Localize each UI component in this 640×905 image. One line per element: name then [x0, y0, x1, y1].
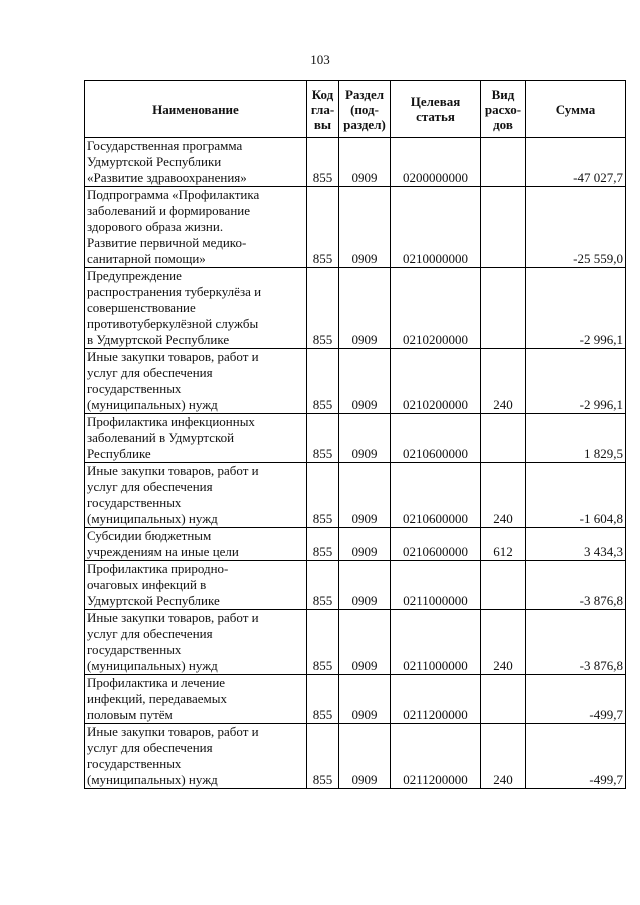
cell-name: Подпрограмма «Профилактика заболеваний и формирование здорового образа жизни. Развитие первичной медико- санитарной помощи» [85, 187, 307, 268]
cell-amount: 3 434,3 [526, 528, 626, 561]
cell-section: 0909 [339, 268, 391, 349]
table-row [85, 268, 626, 349]
cell-section: 0909 [339, 675, 391, 724]
cell-name: Профилактика природно- очаговых инфекций в Удмуртской Республике [85, 561, 307, 610]
cell-amount: -2 996,1 [526, 268, 626, 349]
table-row [85, 187, 626, 268]
budget-table [84, 80, 626, 789]
cell-target-article: 0211000000 [391, 610, 481, 675]
page-number: 103 [310, 52, 330, 67]
cell-expense-type [481, 138, 526, 187]
cell-target-article: 0211200000 [391, 675, 481, 724]
cell-expense-type [481, 187, 526, 268]
cell-expense-type [481, 414, 526, 463]
table-row [85, 349, 626, 414]
cell-chapter-code: 855 [307, 561, 339, 610]
cell-target-article: 0210600000 [391, 528, 481, 561]
cell-target-article: 0210200000 [391, 349, 481, 414]
cell-section: 0909 [339, 414, 391, 463]
cell-target-article: 0210600000 [391, 414, 481, 463]
cell-expense-type: 240 [481, 349, 526, 414]
cell-name: Профилактика и лечение инфекций, передаваемых половым путём [85, 675, 307, 724]
cell-name: Иные закупки товаров, работ и услуг для обеспечения государственных (муниципальных) нужд [85, 463, 307, 528]
cell-chapter-code: 855 [307, 414, 339, 463]
cell-name: Профилактика инфекционных заболеваний в Удмуртской Республике [85, 414, 307, 463]
table-row [85, 528, 626, 561]
cell-target-article: 0210600000 [391, 463, 481, 528]
cell-section: 0909 [339, 138, 391, 187]
cell-amount: -3 876,8 [526, 610, 626, 675]
table-row [85, 463, 626, 528]
cell-amount: -499,7 [526, 724, 626, 789]
cell-amount: -1 604,8 [526, 463, 626, 528]
table-row [85, 610, 626, 675]
cell-chapter-code: 855 [307, 268, 339, 349]
cell-name: Субсидии бюджетным учреждениям на иные цели [85, 528, 307, 561]
cell-chapter-code: 855 [307, 675, 339, 724]
cell-section: 0909 [339, 187, 391, 268]
cell-expense-type [481, 561, 526, 610]
header-expense-type: Вид расхо- дов [481, 81, 526, 138]
cell-target-article: 0211000000 [391, 561, 481, 610]
cell-chapter-code: 855 [307, 610, 339, 675]
cell-expense-type: 240 [481, 724, 526, 789]
cell-amount: -2 996,1 [526, 349, 626, 414]
header-name: Наименование [85, 81, 307, 138]
cell-target-article: 0210000000 [391, 187, 481, 268]
table-row [85, 138, 626, 187]
cell-chapter-code: 855 [307, 138, 339, 187]
cell-chapter-code: 855 [307, 528, 339, 561]
cell-section: 0909 [339, 610, 391, 675]
cell-expense-type [481, 268, 526, 349]
cell-name: Предупреждение распространения туберкулёза и совершенствование противотуберкулёзной службы в Удмуртской Республике [85, 268, 307, 349]
cell-expense-type [481, 675, 526, 724]
cell-target-article: 0210200000 [391, 268, 481, 349]
table-row [85, 561, 626, 610]
cell-section: 0909 [339, 528, 391, 561]
cell-chapter-code: 855 [307, 463, 339, 528]
table-row [85, 414, 626, 463]
header-target-article: Целевая статья [391, 81, 481, 138]
cell-chapter-code: 855 [307, 187, 339, 268]
cell-amount: -47 027,7 [526, 138, 626, 187]
cell-target-article: 0200000000 [391, 138, 481, 187]
header-amount: Сумма [526, 81, 626, 138]
table-row [85, 724, 626, 789]
cell-name: Иные закупки товаров, работ и услуг для обеспечения государственных (муниципальных) нужд [85, 724, 307, 789]
cell-section: 0909 [339, 463, 391, 528]
cell-amount: -25 559,0 [526, 187, 626, 268]
table-row [85, 675, 626, 724]
cell-expense-type: 240 [481, 610, 526, 675]
cell-name: Иные закупки товаров, работ и услуг для обеспечения государственных (муниципальных) нужд [85, 349, 307, 414]
cell-expense-type: 612 [481, 528, 526, 561]
cell-amount: -499,7 [526, 675, 626, 724]
cell-amount: 1 829,5 [526, 414, 626, 463]
cell-section: 0909 [339, 561, 391, 610]
header-chapter-code: Код гла- вы [307, 81, 339, 138]
header-section: Раздел (под- раздел) [339, 81, 391, 138]
cell-name: Иные закупки товаров, работ и услуг для обеспечения государственных (муниципальных) нужд [85, 610, 307, 675]
table-header-row [85, 81, 626, 138]
cell-section: 0909 [339, 349, 391, 414]
cell-chapter-code: 855 [307, 349, 339, 414]
cell-section: 0909 [339, 724, 391, 789]
cell-target-article: 0211200000 [391, 724, 481, 789]
cell-chapter-code: 855 [307, 724, 339, 789]
cell-name: Государственная программа Удмуртской Республики «Развитие здравоохранения» [85, 138, 307, 187]
cell-amount: -3 876,8 [526, 561, 626, 610]
cell-expense-type: 240 [481, 463, 526, 528]
